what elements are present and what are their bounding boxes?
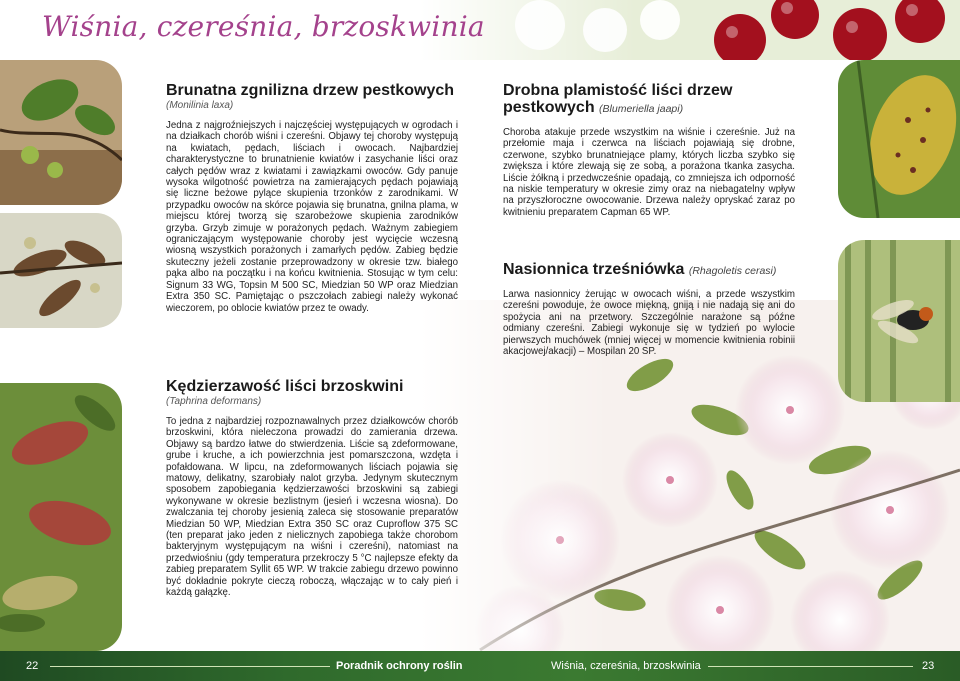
section-title: Kędzierzawość liści brzoskwini (166, 378, 404, 395)
footer-bar (0, 651, 960, 681)
section-body: Choroba atakuje przede wszystkim na wiśnie i czereśnie. Już na przełomie maja i czerwca na liściach pojawiają się drobne, czerwone, szybko brunatniejące plamy, których liczba szybko się zwiększa i które zlewają się ze sobą, a porażona tkanka zasycha. Liście żółkną i przedwcześnie opadają, co zmniejsza ich odporność na niskie temperatury w okresie zimy oraz na niebagatelny wpływ na przyszłoroczne owocowanie. Drzewa należy opryskać zaraz po kwitnieniu preparatem Capman 65 WP. (503, 127, 795, 218)
page-number-left: 22 (26, 660, 39, 672)
section-subtitle: (Rhagoletis cerasi) (688, 265, 777, 277)
peach-leaf-curl-photo (0, 383, 122, 651)
section-subtitle: (Monilinia laxa) (166, 100, 234, 111)
leaf-spot-photo (838, 60, 960, 218)
section-subtitle: (Taphrina deformans) (166, 396, 262, 407)
section-taphrina (166, 378, 458, 599)
section-title-line2: pestkowych (503, 99, 595, 116)
page-title: Wiśnia, czereśnia, brzoskwinia (42, 10, 485, 43)
section-subtitle: (Blumeriella jaapi) (599, 103, 684, 115)
section-title: Brunatna zgnilizna drzew pestkowych (166, 82, 455, 99)
footer-divider-left (50, 666, 330, 667)
section-title-text: Nasionnica trześniówka (503, 261, 685, 278)
section-body: Jedna z najgroźniejszych i najczęściej występujących w ogrodach i na działkach chorób wiśni i czereśni. Objawy tej choroby występują na kwiatach, pędach, liściach i owocach. Najbardziej charakterystyczne to brunatnienie kwiatów i zasychanie liści oraz całych pędów wraz z kwiatami i zawiązkami owoców. Gdy panuje wysoka wilgotność powietrza na zamierających pędach pojawiają się liczne beżowe pylące skupienia trzonków z zarodnikami. W przypadku owoców na skórce pojawia się brunatna, gnilna plama, w miejscu której tworzą się szarobeżowe skupienia zarodników grzyba. Grzyb zimuje w porażonych pędach. Ważnym zabiegiem ograniczającym występowanie choroby jest wycięcie wczesną wiosną wszystkich porażonych i zamarłych pędów. Zabieg będzie skuteczny jeżeli zostanie przeprowadzony w okresie tzw. białego pąka albo na początku i na końcu kwitnienia. Stosując w tym celu: Signum 33 WG, Topsin M 500 SC, Miedzian 50 WP oraz Miedzian Extra 350 SC. Pamiętając o pszczołach zabiegi należy wykonać wieczorem, po oblocie kwiatów przez te owady. (166, 120, 458, 314)
section-title-line1: Drobna plamistość liści drzew (503, 82, 733, 99)
monilinia-fruit-photo (0, 60, 122, 205)
footer-chapter: Wiśnia, czereśnia, brzoskwinia (551, 660, 701, 672)
footer-book-title: Poradnik ochrony roślin (336, 660, 463, 672)
cherries-photo (420, 0, 960, 60)
section-title (503, 261, 795, 280)
section-monilinia (166, 82, 458, 314)
footer-divider-right (708, 666, 913, 667)
cherry-fruit-fly-photo (838, 240, 960, 402)
section-title (503, 82, 795, 118)
section-body: Larwa nasionnicy żerując w owocach wiśni, a przede wszystkim czereśni powoduje, że owoce miękną, gniją i nie nadają się ani do spożycia ani na przetwory. Szczególnie narażone są późne odmiany czereśni. Zabiegi wykonuje się w tydzień po wylocie pierwszych muchówek (mniej więcej w momencie kwitnienia robinii akacjowej/akacji) – Mospilan 20 SP. (503, 289, 795, 358)
monilinia-twig-photo (0, 213, 122, 328)
section-blumeriella (503, 82, 795, 218)
section-body: To jedna z najbardziej rozpoznawalnych przez działkowców chorób brzoskwini, która nieleczona prowadzi do zamierania drzewa. Objawy są bardzo łatwe do stwierdzenia. Liście są zdeformowane, grube i kruche, a ich powierzchnia jest pomarszczona, wzdęta i pofałdowana. W lipcu, na zdeformowanych liściach pojawia się matowy, delikatny, szarobiały nalot grzyba. Jedynym skutecznym sposobem zapobiegania kędzierzawości brzoskwini są zabiegi wykonywane w okresie bezlistnym (jesień i wczesna wiosna). Do zwalczania tej choroby jesienią zaleca się stosowanie preparatów Miedzian 50 WP, Miedzian Extra 350 SC oraz Cuproflow 375 SC (ten preparat jako jeden z nielicznych zapobiega także chorobom bakteryjnym występującym na wiśni i czereśni), natomiast na przedwiośniu (gdy temperatura przekroczy 5 °C najlepsze efekty da zabieg preparatem Syllit 65 WP. W trakcie zabiegu drzewo powinno być dokładnie pokryte cieczą roboczą, włączając w to cały pień i każdą gałązkę. (166, 416, 458, 599)
section-rhagoletis (503, 261, 795, 357)
page-number-right: 23 (922, 660, 935, 672)
